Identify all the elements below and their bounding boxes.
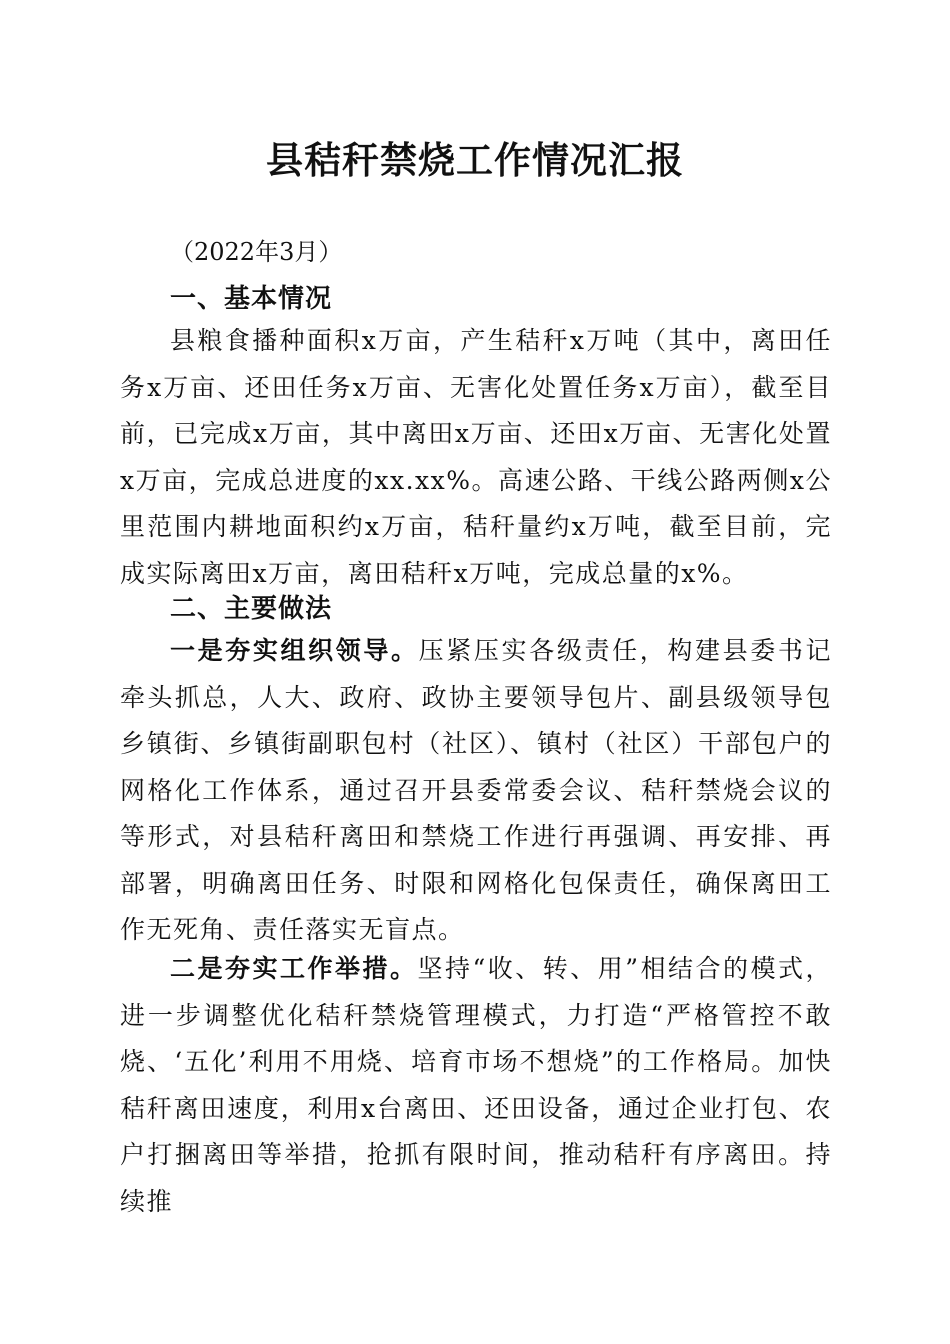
basic-situation-paragraph: 县粮食播种面积x万亩，产生秸秆x万吨（其中，离田任务x万亩、还田任务x万亩、无害化处置任务x万亩），截至目前，已完成x万亩，其中离田x万亩、还田x万亩、无害化处置x万亩，完成总进度的xx.xx%。高速公路、干线公路两侧x公里范围内耕地面积约x万亩，秸秆量约x万吨，截至目前，完成实际离田x万亩，离田秸秆x万吨，完成总量的x%。 (120, 326, 832, 588)
practice-lead-measures: 二是夯实工作举措。 (170, 954, 418, 983)
practice-text-measures: 坚持“收、转、用”相结合的模式，进一步调整优化秸秆禁烧管理模式，力打造“严格管控不敢烧、‘五化’利用不用烧、培育市场不想烧”的工作格局。加快秸秆离田速度，利用x台离田、还田设备，通过企业打包、农户打捆离田等举措，抢抓有限时间，推动秸秆有序离田。持续推 (120, 954, 832, 1216)
section-heading-main-practices: 二、主要做法 (170, 594, 333, 624)
section-heading-basic-situation: 一、基本情况 (170, 284, 333, 314)
practice-paragraph-organization (120, 628, 832, 954)
practice-paragraph-measures (120, 946, 832, 1225)
practice-lead-organization: 一是夯实组织领导。 (170, 636, 419, 665)
document-date: （2022年3月） (170, 238, 343, 266)
document-title: 县秸秆禁烧工作情况汇报 (266, 138, 684, 182)
practice-text-organization: 压紧压实各级责任，构建县委书记牵头抓总，人大、政府、政协主要领导包片、副县级领导包乡镇街、乡镇街副职包村（社区）、镇村（社区）干部包户的网格化工作体系，通过召开县委常委会议、秸秆禁烧会议的等形式，对县秸秆离田和禁烧工作进行再强调、再安排、再部署，明确离田任务、时限和网格化包保责任，确保离田工作无死角、责任落实无盲点。 (120, 636, 832, 944)
